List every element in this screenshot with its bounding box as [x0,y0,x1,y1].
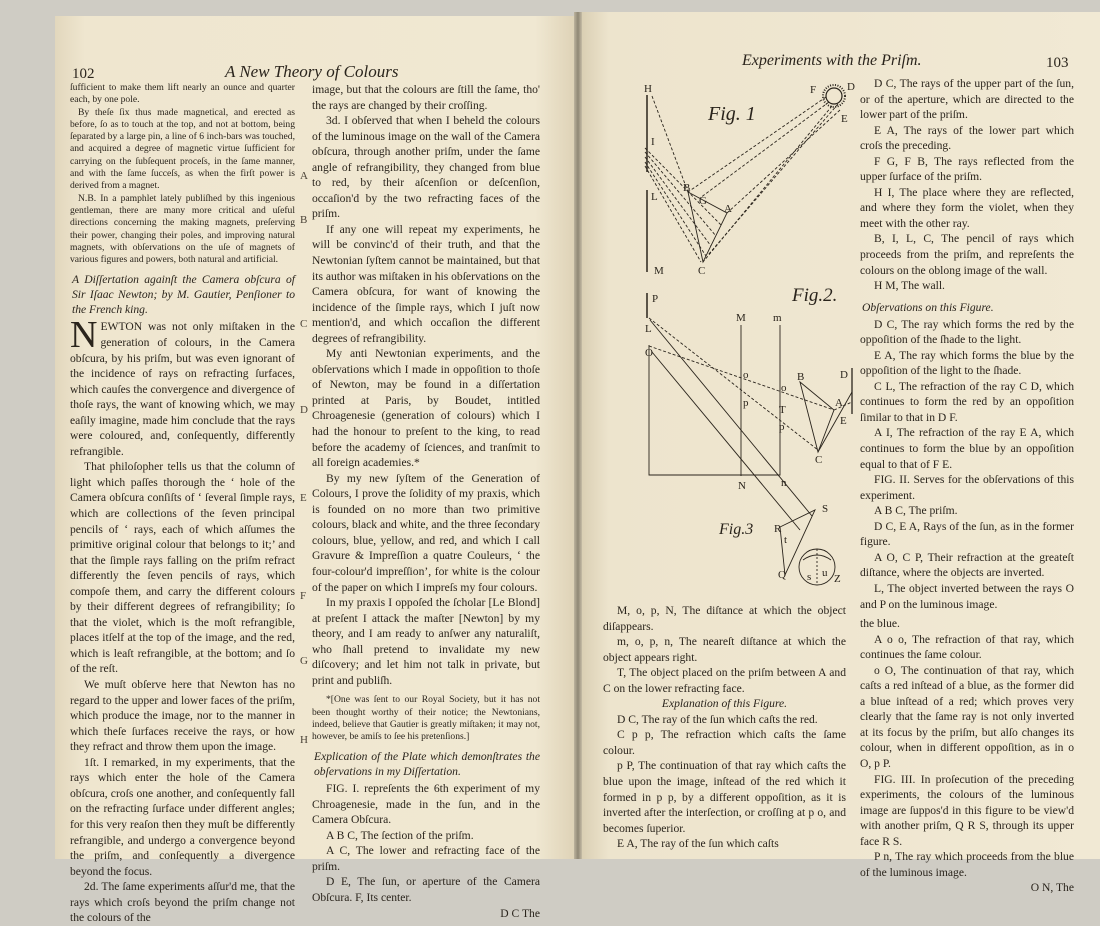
figure-label: m [773,312,782,324]
catchword: O N, The [1030,881,1074,895]
paragraph: In my praxis I oppoſed the ſcholar [Le Blond] at preſent I attack the maſter [Newton] by my theory, and I am ready to anſwer any naturaliſt, who ſhall pretend to invalidate my new diſcovery; and let him not talk in private, but print and publiſh. [312,596,540,687]
figure-label: L [645,323,652,335]
paragraph: We muſt obſerve here that Newton has no regard to the upper and lower faces of the priſm, which produce the image, nor to the manner in which theſe ſurfaces receive the rays, or how they refract and throw them upon the image. [70,678,295,754]
drop-cap: N [70,314,98,357]
paragraph: FIG. II. Serves for the obſervations of this experiment. [860,473,1074,502]
paragraph: B, I, L, C, The pencil of rays which proceeds from the priſm, and repreſents the colours on the oblong image of the wall. [860,232,1074,277]
figure-label: t [784,534,788,546]
paragraph: H I, The place where they are reflected, and where they form the violet, when they meet with the other ray. [860,185,1074,230]
figure-label: C [698,265,706,277]
paragraph: m, o, p, n, The neareſt diſtance at which the object appears right. [603,635,846,664]
figure-label: D [847,81,855,93]
paragraph: D C, The ray of the ſun which caſts the red. [617,712,818,726]
paragraph: ſufficient to make them lift nearly an ounce and quarter each, by one pole. [70,82,295,106]
figure-title: Fig.3 [719,521,754,538]
paragraph: image, but that the colours are ſtill the ſame, tho' the rays are changed by their croſſing. [312,83,540,112]
paragraph: By theſe ſix thus made magnetical, and erected as before, ſo as to touch at the top, and not at bottom, being ſeparated by a large pin, a line of 6 inch-bars was touched, and acquired a degree of magnetic virtue ſufficient for carrying on the ſubſequent proceſs, in the ſame manner, and with the ſame ſucceſs, as when the firſt power is derived from a magnet. [70,106,295,192]
paragraph: A O, C P, Their refraction at the greateſt diſtance, where the objects are inverted. [860,550,1074,580]
margin-letter: E [300,492,307,504]
paragraph: A o o, The refraction of that ray, which continues the ſame colour. [860,632,1074,662]
paragraph: C p p, The refraction which caſts the ſame colour. [603,728,846,757]
figure-title: Fig. 1 [708,103,756,125]
figure-label: M [736,312,746,324]
figure-label: s [807,571,812,583]
paragraph: D C, The rays of the upper part of the ſun, or of the aperture, which are directed to the lower part of the priſm. [860,77,1074,122]
paragraph: My anti Newtonian experiments, and the obſervations which I made in oppoſition to thoſe of Newton, may be found in a diſſertation printed at Paris, by Boudet, intitled Chroagenesie (generation of colours) which I had the honour to preſent to the king, to read before the academy of ſciences, and tranſmit to all foreign academies.* [312,347,540,470]
paragraph: E A, The ray which forms the blue by the oppoſition of the light to the ſhade. [860,348,1074,378]
margin-letter: F [300,590,307,602]
figure-label: P [652,293,659,305]
figure-label: E [840,415,847,427]
figure-label: u [822,567,828,579]
paragraph: p P, The continuation of that ray which caſts the blue upon the image, inſtead of the red which it formed in p p, by a different oppoſition, as it is inverted after the interſection, or croſſing at p o, and becomes ſuperior. [603,759,846,835]
paragraph: P n, The ray which proceeds from the blue of the luminous image. [860,850,1074,879]
running-head-left: A New Theory of Colours [225,62,399,81]
page-number-right: 103 [1046,55,1069,71]
figure-label: S [822,503,829,515]
margin-letter: B [300,214,308,226]
figure-label: Z [834,573,841,585]
paragraph: 2d. The ſame experiments aſſur'd me, that the rays which croſs beyond the priſm change not the colours of the [70,880,295,925]
paragraph: C L, The refraction of the ray C D, which continues to form the red by an oppoſition ſimilar to that in D F. [860,379,1074,424]
paragraph: A B C, The ſection of the priſm. [326,828,474,842]
figure-label: o [781,382,787,394]
margin-letter: G [300,655,308,667]
paragraph: By my new ſyſtem of the Generation of Colours, I prove the ſolidity of my praxis, which is founded on no more than two primitive colours, black and white, and the three ſecondary colours, blue, yellow, and red, and which I call Gravure & Impreſſion a quatre Couleurs, ‘ the four-colour'd impreſſion’, for white is the colour of the paper on which I impreſs my four colours. [312,471,540,594]
figure-label: E [841,113,848,125]
figure-label: T [779,404,786,416]
paragraph: D E, The ſun, or aperture of the Camera Obſcura. F, Its center. [312,875,540,904]
paragraph: the blue. [860,617,900,631]
figure-label: I [651,136,655,148]
figure-label: F [810,84,817,96]
paragraph: 3d. I obſerved that when I beheld the colours of the luminous image on the wall of the Camera obſcura, through another priſm, under the ſame angle of refrangibility, they changed from blue to red, by their aſcenſion or deſcenſion, occaſion'd by the two refracting faces of the priſm. [312,114,540,221]
figure-label: n [781,477,787,489]
figure-label: N [738,480,746,492]
figure-label: p [743,397,749,409]
footnote: *[One was ſent to our Royal Society, but it has not been thought worthy of their notice; the Newtonians, indeed, believe that Gautier is greatly miſtaken; it may not, however, be amiſs to ſee his pretenſions.] [312,694,540,742]
page-number-left: 102 [72,66,95,82]
section-heading: A Diſſertation againſt the Camera obſcura of Sir Iſaac Newton; by M. Gautier, Penſioner to the French king. [72,273,295,317]
paragraph: D C, The ray which forms the red by the oppoſition of the ſhade to the light. [860,317,1074,347]
figure-label: A [724,203,732,215]
figure-label: B [683,182,691,194]
paragraph: L, The object inverted between the rays O and P on the luminous image. [860,581,1074,611]
paragraph: A B C, The priſm. [874,504,958,518]
figure-label: Q [778,569,786,581]
margin-letter: A [300,170,308,182]
figure-label: H [644,83,652,95]
paragraph: o O, The continuation of that ray, which caſts a red inſtead of a blue, as the former did a blue inſtead of a red; which proves very clearly that the ſame ray is not only inverted at its focus by the priſm, but alſo changes its colour, when in different oppoſition, as in o O, p P. [860,663,1074,770]
margin-letter: C [300,318,308,330]
section-heading: Explanation of this Figure. [661,697,788,711]
running-head-right: Experiments with the Priſm. [742,52,922,69]
figure-label: A [835,397,843,409]
paragraph: That philoſopher tells us that the column of light which paſſes thorough the ‘ hole of the Camera obſcura conſiſts of ‘ ſeveral ſimple rays, which are collections of the ſeven principal pencils of ‘ rays, each of which aſſumes the primitive original colour that belongs to it;’ and that the ſimple rays falling on the priſm refract differently the ſeven pencils of rays, which compoſe them, and carry the different colours by their different degrees of refrangibility; ſo that the violet, which is the moſt refrangible, places itſelf at the top of the image, and the red, which is leaſt refrangible, at the bottom; and ſo of the reſt. [70,460,295,676]
figure-title: Fig.2. [792,285,838,306]
figure-2 [647,293,852,530]
figure-label: C [815,454,823,466]
figure-label: B [797,371,805,383]
paragraph: 1ſt. I remarked, in my experiments, that the rays which enter the hole of the Camera obſcura, croſs one another, and conſequently fall on the refracting ſurface under different angles; for this very reaſon then they muſt be differently refrangible, and undergo a convergence beyond the priſm, and conſequently a divergence beyond the focus. [70,755,295,878]
paragraph: If any one will repeat my experiments, he will be convinc'd of their truth, and that the Newtonian ſyſtem cannot be maintained, but that its author was miſtaken in his obſervations on the Camera obſcura, for want of knowing the incidence of the ſimple rays, which I juſt now mention'd, and which occaſion the different degrees of refrangibility. [312,222,540,345]
paragraph: T, The object placed on the priſm between A and C on the lower refracting face. [603,666,846,695]
paragraph: D C, E A, Rays of the ſun, as in the former figure. [860,519,1074,549]
figure-label: D [840,369,848,381]
paragraph: H M, The wall. [874,279,945,293]
section-heading: Explication of the Plate which demonſtrates the obſervations in my Diſſertation. [314,750,540,779]
margin-letter: H [300,734,308,746]
paragraph: E A, The ray of the ſun which caſts [617,837,779,851]
figure-label: O [645,347,653,359]
paragraph: FIG. III. In proſecution of the preceding experiments, the colours of the luminous image are ſuppos'd in this figure to be view'd with another priſm, Q R S, through its upper face R S. [860,772,1074,848]
paragraph: E A, The rays of the lower part which croſs the preceding. [860,123,1074,153]
paragraph: N.B. In a pamphlet lately publiſhed by this ingenious gentleman, there are many more critical and uſeful directions concerning the making magnets, preſerving their power, changing their poles, and improving natural magnets, with obſervations on the uſe of magnets of various figures and powers, both natural and artificial. [70,192,295,266]
figure-label: M [654,265,664,277]
paragraph: M, o, p, N, The diſtance at which the object diſappears. [603,604,846,633]
figure-label: G [699,195,707,207]
figure-label: p [779,421,785,433]
paragraph-text: EWTON was not only miſtaken in the generation of colours, in the Camera obſcura, by his priſm, but was even ignorant of the incidence of rays on refracting ſurfaces, which cauſes the convergence and divergence of thoſe rays, the want of knowing which, we may eaſily imagine, made him conclude that the rays were coloured, and, conſequently, differently refrangible. [70,320,295,458]
margin-letter: D [300,404,308,416]
paragraph: A C, The lower and refracting face of the priſm. [312,844,540,873]
figure-label: o [743,369,749,381]
paragraph: F G, F B, The rays reflected from the upper ſurface of the priſm. [860,154,1074,184]
paragraph: FIG. I. repreſents the 6th experiment of my Chroagenesie, made in the ſun, and in the Camera Obſcura. [312,782,540,827]
section-heading: Obſervations on this Figure. [862,300,994,314]
figure-label: R [774,523,782,535]
figure-label: L [651,191,658,203]
paragraph: A I, The refraction of the ray E A, which continues to form the blue by an oppoſition equal to that of F E. [860,426,1074,471]
catchword: D C The [500,906,540,920]
